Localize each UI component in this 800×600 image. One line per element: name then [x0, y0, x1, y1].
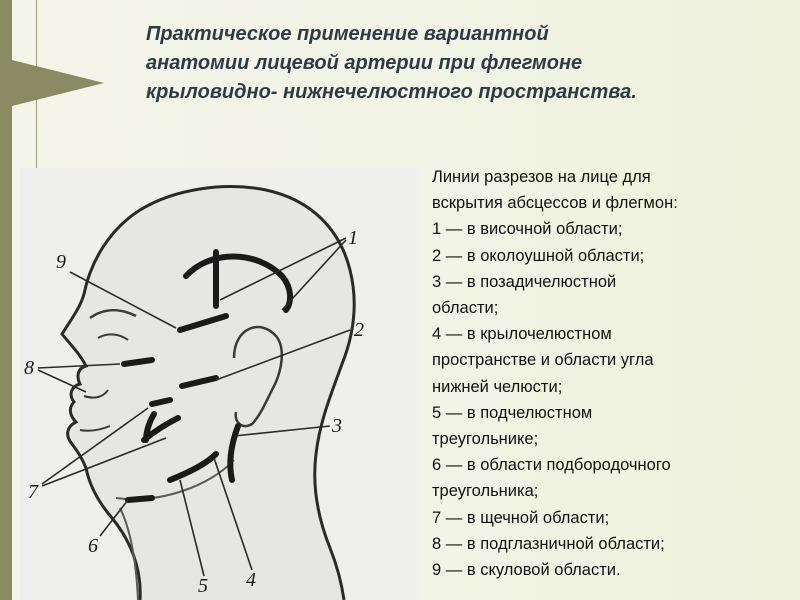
- figure-label-2: 2: [354, 319, 364, 341]
- incision-submental: [128, 498, 152, 500]
- title-line: крыловидно- нижнечелюстного пространства.: [146, 81, 637, 103]
- caption-line: треугольника;: [432, 482, 539, 501]
- caption-line: пространстве и области угла: [432, 351, 654, 370]
- figure-label-1: 1: [348, 227, 358, 249]
- caption-line: Линии разрезов на лице для: [432, 168, 651, 186]
- caption-line: 3 — в позадичелюстной: [432, 272, 617, 291]
- incision-legend: [432, 164, 792, 583]
- caption-line: области;: [432, 299, 499, 318]
- caption-line: 5 — в подчелюстном: [432, 403, 593, 422]
- caption-line: 1 — в височной области;: [432, 220, 623, 239]
- caption-line: треугольнике;: [432, 430, 539, 449]
- slide-title: [146, 20, 786, 107]
- caption-line: 2 — в околоушной области;: [432, 246, 645, 265]
- incision-buccal: [152, 400, 170, 404]
- caption-line: 4 — в крылочелюстном: [432, 325, 612, 344]
- caption-line: нижней челюсти;: [432, 377, 563, 396]
- caption-line: 9 — в скуловой области.: [432, 561, 621, 580]
- caption-line: вскрытия абсцессов и флегмон:: [432, 194, 678, 213]
- caption-line: 8 — в подглазничной области;: [432, 534, 665, 553]
- head-illustration: [20, 168, 420, 600]
- figure-label-8: 8: [24, 357, 34, 379]
- incision-infraorbital: [124, 360, 152, 364]
- figure-label-6: 6: [88, 535, 98, 557]
- title-line: анатомии лицевой артерии при флегмоне: [146, 52, 583, 74]
- head-drawing: [20, 168, 420, 600]
- title-line: Практическое применение вариантной: [146, 23, 549, 45]
- left-accent-bar: [0, 0, 12, 600]
- figure-label-3: 3: [332, 415, 342, 437]
- figure-label-9: 9: [56, 251, 66, 273]
- caption-line: 6 — в области подбородочного: [432, 456, 671, 475]
- caption-line: 7 — в щечной области;: [432, 508, 610, 527]
- figure-label-5: 5: [198, 575, 208, 597]
- figure-label-7: 7: [28, 481, 38, 503]
- figure-label-4: 4: [246, 569, 256, 591]
- title-arrow-accent: [12, 60, 104, 106]
